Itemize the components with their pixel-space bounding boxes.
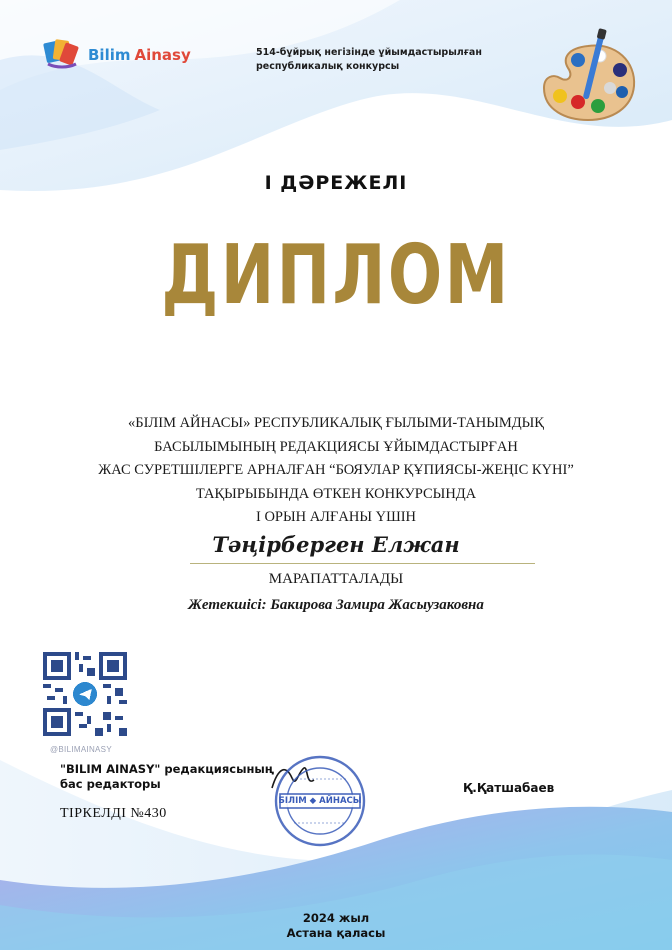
recipient-name: Тәңірберген Елжан xyxy=(212,532,460,557)
editor-title xyxy=(60,762,274,792)
footer-year: 2024 жыл xyxy=(302,911,370,925)
description-line: ЖАС СУРЕТШІЛЕРГЕ АРНАЛҒАН “БОЯУЛАР ҚҰПИЯСЫ-ЖЕҢІС КҮНІ” xyxy=(98,462,574,478)
registration-number: ТІРКЕЛДІ №430 xyxy=(60,806,167,821)
description-line: БАСЫЛЫМЫНЫҢ РЕДАКЦИЯСЫ ҰЙЫМДАСТЫРҒАН xyxy=(154,438,518,455)
award-description xyxy=(40,412,632,530)
name-underline xyxy=(190,563,535,564)
official-stamp xyxy=(272,753,368,849)
award-verb: МАРАПАТТАЛАДЫ xyxy=(268,571,404,587)
paint-palette-icon xyxy=(538,28,638,133)
header-note-line1: 514-бұйрық негізінде ұйымдастырылған xyxy=(256,47,482,58)
signer-name: Қ.Қатшабаев xyxy=(463,781,555,795)
degree-label: І ДӘРЕЖЕЛІ xyxy=(264,172,408,194)
brand-logo xyxy=(42,38,191,72)
description-line: І ОРЫН АЛҒАНЫ ҮШІН xyxy=(255,509,417,525)
stamp-text: БІЛІМ ◆ АЙНАСЫ xyxy=(278,796,362,806)
editor-title-line2: бас редакторы xyxy=(60,777,161,791)
diploma-title: ДИПЛОМ xyxy=(161,228,511,323)
qr-code-icon xyxy=(43,652,127,736)
brand-second: Ainasy xyxy=(134,46,191,64)
header-note-line2: республикалық конкурсы xyxy=(256,61,400,72)
description-line: ТАҚЫРЫБЫНДА ӨТКЕН КОНКУРСЫНДА xyxy=(195,485,477,502)
brand-first: Bilim xyxy=(88,46,131,64)
footer-city: Астана қаласы xyxy=(286,926,386,940)
social-handle[interactable]: @BILIMAINASY xyxy=(50,745,112,754)
brand-name xyxy=(88,46,191,64)
mentor-name: Жетекшісі: Бакирова Замира Жасыузаковна xyxy=(188,597,484,613)
footer xyxy=(0,911,672,941)
header-note xyxy=(256,46,506,74)
description-line: «БІЛІМ АЙНАСЫ» РЕСПУБЛИКАЛЫҚ ҒЫЛЫМИ-ТАНЫМДЫҚ xyxy=(128,415,544,431)
book-logo-icon xyxy=(42,38,82,72)
editor-title-line1: "BILIM AINASY" редакциясының xyxy=(60,762,275,776)
